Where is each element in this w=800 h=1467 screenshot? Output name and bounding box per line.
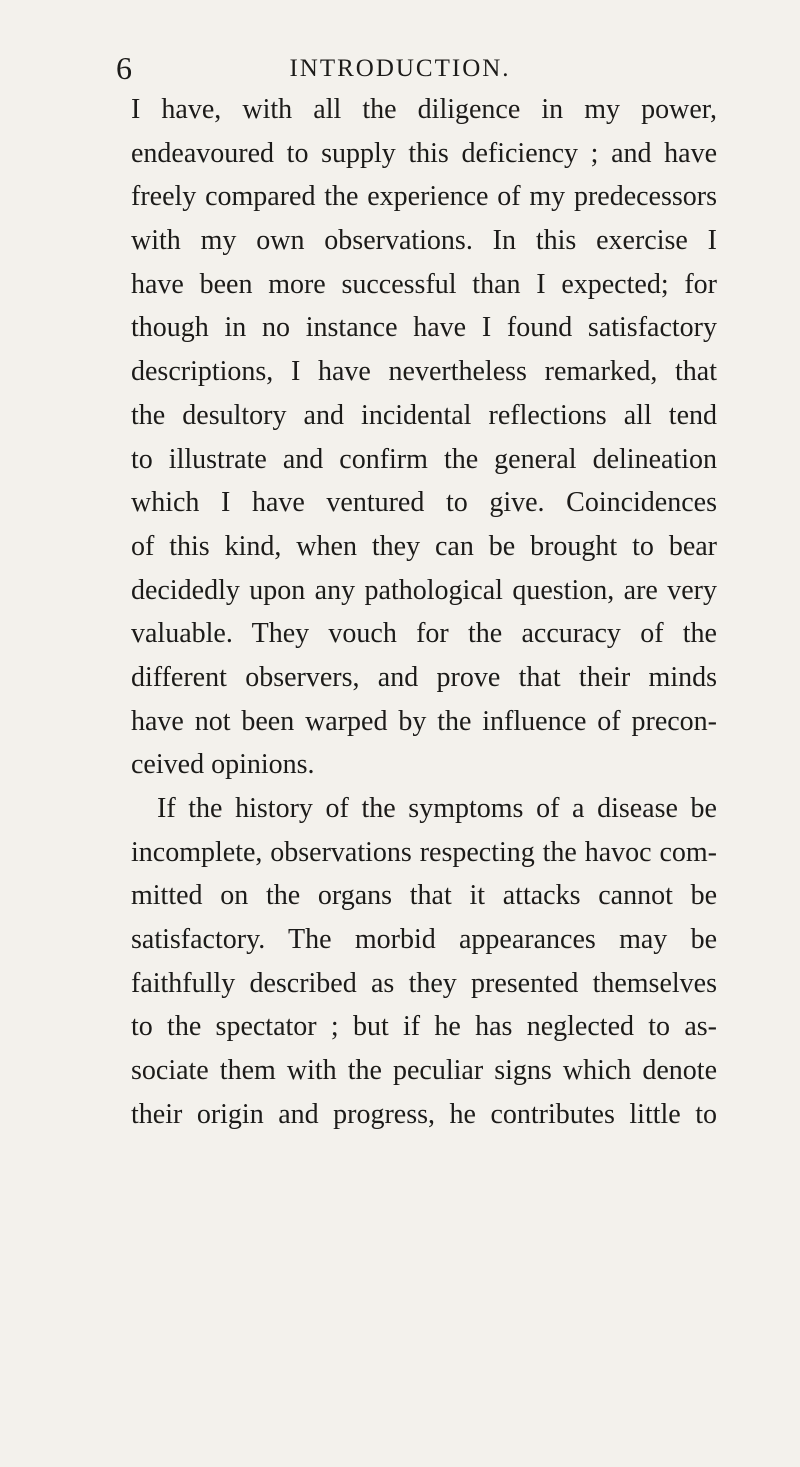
paragraph-1 [131,88,717,787]
text-line: of this kind, when they can be brought to bear [131,530,717,562]
page-number: 6 [116,50,132,86]
text-line: faithfully described as they presented themselves [131,967,717,999]
text-line: satisfactory. The morbid appearances may be [131,924,717,956]
text-line: sociate them with the peculiar signs which denote [131,1055,717,1087]
text-line: though in no instance have I found satisfactory [131,312,717,344]
text-line: to illustrate and confirm the general delineation [131,443,717,475]
running-title: INTRODUCTION. [289,55,511,82]
text-line: freely compared the experience of my predecessors [131,181,717,213]
text-line: have not been warped by the influence of precon- [131,705,717,737]
text-line: which I have ventured to give. Coincidences [131,487,717,519]
text-line: different observers, and prove that their minds [131,661,717,693]
page-header [0,48,800,88]
body-text [131,88,717,1137]
text-line: valuable. They vouch for the accuracy of the [131,618,717,650]
text-line: descriptions, I have nevertheless remarked, that [131,356,717,388]
text-line: If the history of the symptoms of a disease be [157,793,717,824]
text-line: decidedly upon any pathological question, are very [131,574,717,606]
text-line: to the spectator ; but if he has neglected to as- [131,1011,717,1043]
text-line: endeavoured to supply this deficiency ; and have [131,137,717,169]
text-line: have been more successful than I expected; for [131,268,717,300]
text-line: the desultory and incidental reflections all tend [131,399,717,431]
text-line: their origin and progress, he contributes little to [131,1098,717,1130]
text-line: with my own observations. In this exercise I [131,225,717,257]
paragraph-2 [131,787,717,1137]
text-line: incomplete, observations respecting the havoc com- [131,836,717,868]
text-line: mitted on the organs that it attacks cannot be [131,880,717,912]
text-line: ceived opinions. [131,749,315,781]
text-line: I have, with all the diligence in my power, [131,94,717,125]
